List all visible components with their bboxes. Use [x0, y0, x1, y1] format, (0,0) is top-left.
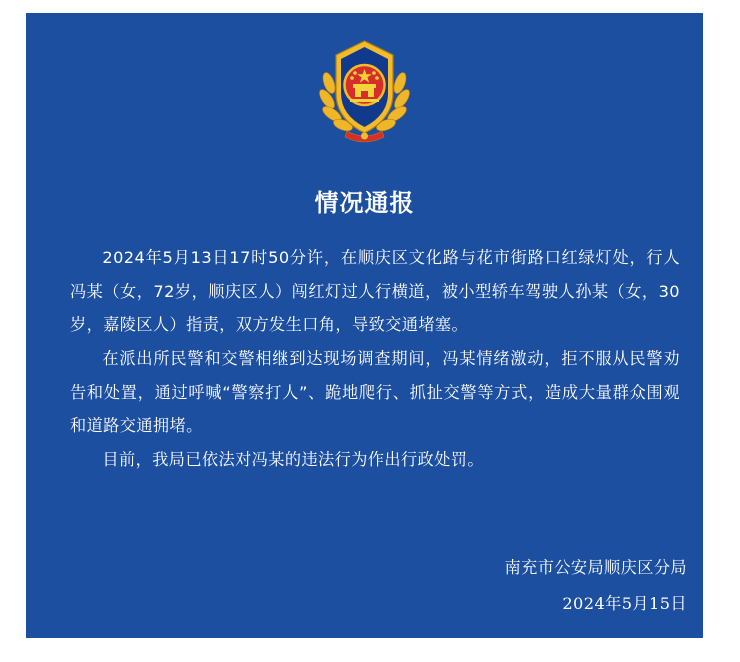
notice-title: 情况通报	[314, 189, 415, 217]
issuer-name: 南充市公安局顺庆区分局	[504, 558, 687, 577]
notice-paragraph-3: 目前，我局已依法对冯某的违法行为作出行政处罚。	[102, 450, 484, 469]
notice-paragraph-1: 2024年5月13日17时50分许，在顺庆区文化路与花市街路口红绿灯处，行人冯某（女，72岁，顺庆区人）闯红灯过人行横道，被小型轿车驾驶人孙某（女，30岁，嘉陵区人）指责，双方发生口角，导致交通堵塞。	[70, 248, 680, 334]
notice-panel	[26, 13, 703, 638]
notice-paragraph-2: 在派出所民警和交警相继到达现场调查期间，冯某情绪激动，拒不服从民警劝告和处置，通过呼喊“警察打人”、跪地爬行、抓扯交警等方式，造成大量群众围观和道路交通拥堵。	[70, 349, 680, 435]
issue-date: 2024年5月15日	[562, 594, 687, 613]
police-emblem-icon	[317, 33, 412, 148]
